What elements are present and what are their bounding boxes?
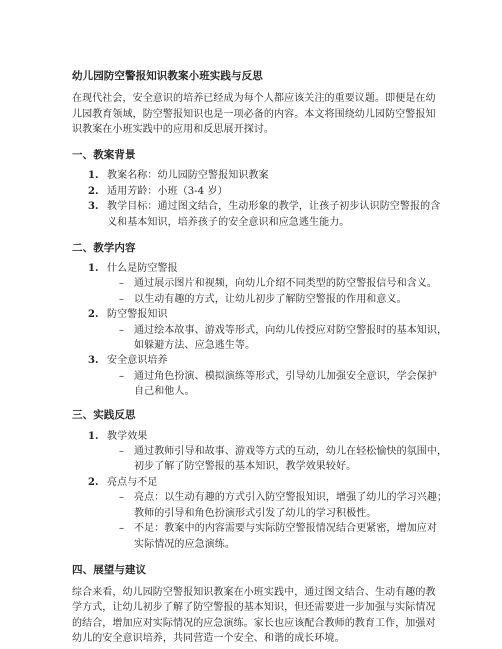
dash-bullet: – bbox=[119, 293, 125, 305]
section-heading: 二、教学内容 bbox=[72, 241, 136, 254]
list-number: 2. bbox=[88, 309, 99, 321]
sub-item: 亮点：以生动有趣的方式引入防空警报知识，增强了幼儿的学习兴趣； bbox=[134, 492, 448, 504]
sub-item-continued: 如躲避方法、应急逃生等。 bbox=[134, 339, 256, 351]
list-number: 3. bbox=[88, 201, 99, 213]
section-heading: 三、实践反思 bbox=[72, 409, 136, 422]
list-item: 教学效果 bbox=[107, 430, 148, 442]
paragraph-line: 学方式，让幼儿初步了解了防空警报的基本知识，但还需要进一步加强与实际情况 bbox=[72, 602, 436, 614]
list-item: 防空警报知识 bbox=[107, 309, 168, 321]
dash-bullet: – bbox=[119, 370, 125, 382]
list-number: 1. bbox=[88, 262, 99, 274]
sub-item: 通过绘本故事、游戏等形式，向幼儿传授应对防空警报时的基本知识， bbox=[134, 324, 448, 336]
list-number: 3. bbox=[88, 355, 99, 367]
sub-item-continued: 实际情况的应急演练。 bbox=[134, 538, 235, 550]
list-number: 2. bbox=[88, 476, 99, 488]
sub-item-continued: 教师的引导和角色扮演形式引发了幼儿的学习积极性。 bbox=[134, 507, 377, 519]
dash-bullet: – bbox=[119, 492, 125, 504]
list-item: 什么是防空警报 bbox=[107, 262, 178, 274]
paragraph-line: 幼儿的安全意识培养，共同营造一个安全、和谐的成长环境。 bbox=[72, 633, 345, 644]
dash-bullet: – bbox=[119, 324, 125, 336]
paragraph-line: 综合来看，幼儿园防空警报知识教案在小班实践中，通过图文结合、生动有趣的教 bbox=[72, 586, 436, 598]
dash-bullet: – bbox=[119, 445, 125, 457]
sub-item: 不足：教案中的内容需要与实际防空警报情况结合更紧密，增加应对 bbox=[134, 523, 437, 535]
sub-item: 通过角色扮演、模拟演练等形式，引导幼儿加强安全意识，学会保护 bbox=[134, 370, 437, 382]
list-item: 亮点与不足 bbox=[107, 476, 158, 488]
sub-item: 通过展示图片和视频，向幼儿介绍不同类型的防空警报信号和含义。 bbox=[134, 278, 437, 290]
document-title: 幼儿园防空警报知识教案小班实践与反思 bbox=[72, 70, 263, 82]
list-item: 教案名称：幼儿园防空警报知识教案 bbox=[107, 170, 269, 182]
list-item: 适用芳龄：小班（3-4 岁） bbox=[107, 185, 228, 197]
list-item: 教学目标：通过图文结合，生动形象的教学，让孩子初步认识防空警报的含 bbox=[107, 201, 441, 213]
paragraph-line: 的结合，增加应对实际情况的应急演练。家长也应该配合教师的教育工作，加强对 bbox=[72, 617, 436, 629]
list-number: 1. bbox=[88, 170, 99, 182]
dash-bullet: – bbox=[119, 278, 125, 290]
list-number: 1. bbox=[88, 430, 99, 442]
intro-line: 在现代社会，安全意识的培养已经成为每个人都应该关注的重要议题。即便是在幼 bbox=[72, 93, 436, 105]
section-heading: 四、展望与建议 bbox=[72, 563, 147, 576]
intro-line: 儿园教育领域，防空警报知识也是一项必备的内容。本文将围绕幼儿园防空警报知 bbox=[72, 108, 436, 120]
list-item-continued: 义和基本知识，培养孩子的安全意识和应急逃生能力。 bbox=[107, 216, 350, 228]
sub-item-continued: 初步了解了防空警报的基本知识，教学效果较好。 bbox=[134, 461, 357, 473]
sub-item: 以生动有趣的方式，让幼儿初步了解防空警报的作用和意义。 bbox=[134, 293, 407, 305]
sub-item: 通过教师引导和故事、游戏等方式的互动，幼儿在轻松愉快的氛围中， bbox=[134, 445, 448, 457]
list-item: 安全意识培养 bbox=[107, 355, 168, 367]
list-number: 2. bbox=[88, 185, 99, 197]
intro-line: 识教案在小班实践中的应用和反思展开探讨。 bbox=[72, 123, 274, 135]
sub-item-continued: 自己和他人。 bbox=[134, 386, 195, 398]
section-heading: 一、教案背景 bbox=[72, 149, 136, 162]
dash-bullet: – bbox=[119, 523, 125, 535]
